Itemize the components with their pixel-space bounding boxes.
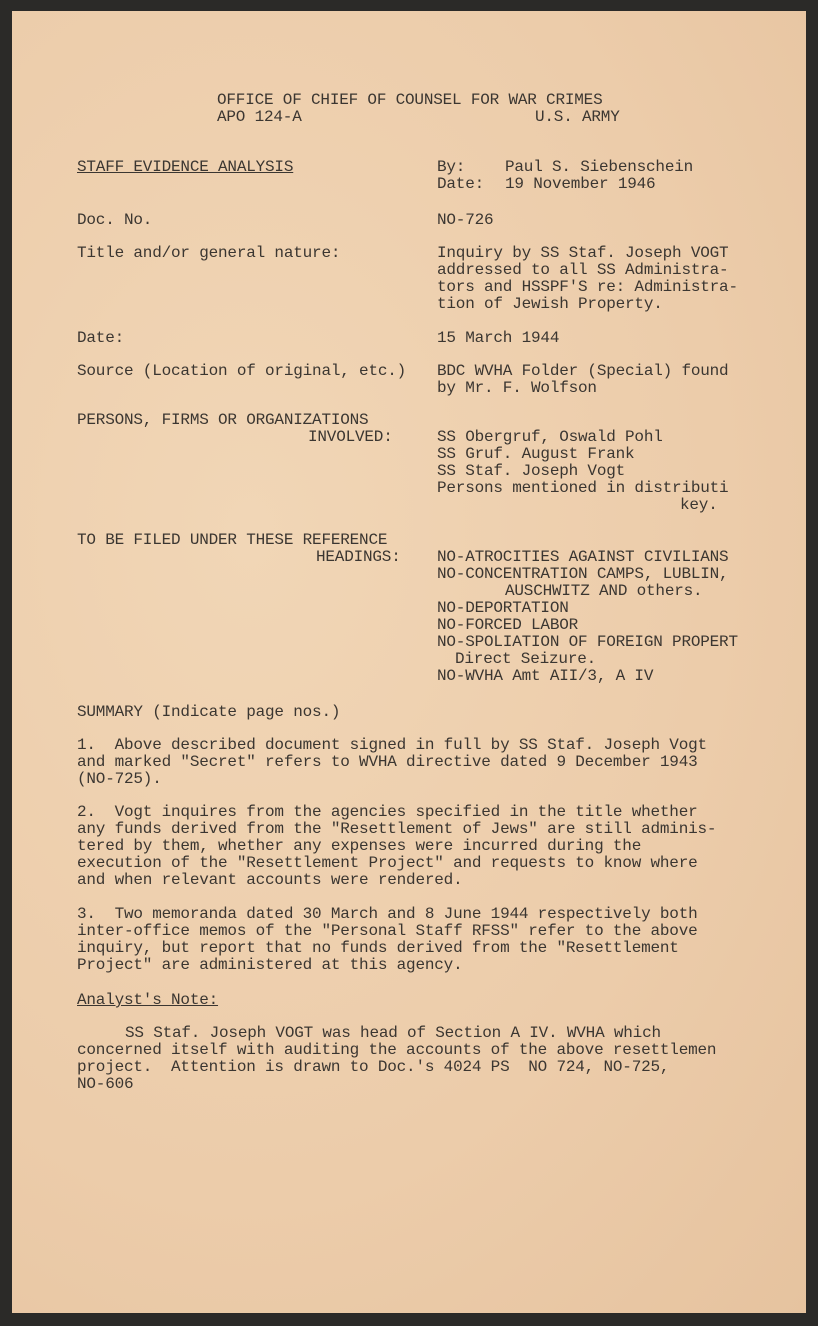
analyst-note-label: Analyst's Note: — [77, 991, 219, 1009]
summary-line: 2. Vogt inquires from the agencies specified in the title whether — [77, 803, 698, 821]
persons-label-2: INVOLVED: — [308, 428, 393, 446]
date-label: Date: — [77, 329, 125, 347]
note-line: SS Staf. Joseph VOGT was head of Section A IV. WVHA which — [125, 1024, 661, 1042]
header-apo: APO 124-A — [217, 108, 302, 126]
heading-item: Direct Seizure. — [455, 650, 597, 668]
summary-label: SUMMARY (Indicate page nos.) — [77, 703, 341, 721]
person-item: SS Obergruf, Oswald Pohl — [437, 428, 663, 446]
summary-line: tered by them, whether any expenses were incurred during the — [77, 837, 642, 855]
summary-line: execution of the "Resettlement Project" and requests to know where — [77, 854, 698, 872]
title-line: addressed to all SS Administra- — [437, 261, 729, 279]
person-item: key. — [680, 496, 718, 514]
title-line: Inquiry by SS Staf. Joseph VOGT — [437, 244, 729, 262]
note-line: project. Attention is drawn to Doc.'s 4024 PS NO 724, NO-725, — [77, 1058, 670, 1076]
summary-line: any funds derived from the "Resettlement of Jews" are still adminis- — [77, 820, 717, 838]
header-office: OFFICE OF CHIEF OF COUNSEL FOR WAR CRIMES — [217, 91, 603, 109]
heading-item: NO-FORCED LABOR — [437, 616, 579, 634]
by-value: Paul S. Siebenschein — [505, 158, 694, 176]
source-line: by Mr. F. Wolfson — [437, 379, 597, 397]
headings-label: TO BE FILED UNDER THESE REFERENCE — [77, 531, 388, 549]
source-line: BDC WVHA Folder (Special) found — [437, 362, 729, 380]
summary-line: (NO-725). — [77, 770, 162, 788]
heading-item: NO-SPOLIATION OF FOREIGN PROPERT — [437, 633, 738, 651]
summary-line: 3. Two memoranda dated 30 March and 8 June 1944 respectively both — [77, 905, 698, 923]
heading-item: NO-CONCENTRATION CAMPS, LUBLIN, — [437, 565, 729, 583]
note-line: concerned itself with auditing the accounts of the above resettlemen — [77, 1041, 717, 1059]
person-item: Persons mentioned in distributi — [437, 479, 729, 497]
title-line: tion of Jewish Property. — [437, 295, 663, 313]
summary-line: Project" are administered at this agency. — [77, 956, 463, 974]
summary-line: inquiry, but report that no funds derived from the "Resettlement — [77, 939, 679, 957]
headings-label-2: HEADINGS: — [316, 548, 401, 566]
document-page — [12, 11, 806, 1313]
heading-item: NO-DEPORTATION — [437, 599, 569, 617]
summary-line: 1. Above described document signed in full by SS Staf. Joseph Vogt — [77, 736, 707, 754]
summary-line: and when relevant accounts were rendered. — [77, 871, 463, 889]
persons-label: PERSONS, FIRMS OR ORGANIZATIONS — [77, 411, 369, 429]
summary-line: inter-office memos of the "Personal Staff RFSS" refer to the above — [77, 922, 698, 940]
heading-item: NO-WVHA Amt AII/3, A IV — [437, 667, 654, 685]
doc-no-label: Doc. No. — [77, 211, 153, 229]
by-label: By: — [437, 158, 466, 176]
title-line: tors and HSSPF'S re: Administra- — [437, 278, 738, 296]
summary-line: and marked "Secret" refers to WVHA directive dated 9 December 1943 — [77, 753, 698, 771]
person-item: SS Staf. Joseph Vogt — [437, 462, 626, 480]
analysis-date-label: Date: — [437, 175, 485, 193]
person-item: SS Gruf. August Frank — [437, 445, 635, 463]
note-line: NO-606 — [77, 1075, 134, 1093]
date-value: 15 March 1944 — [437, 329, 560, 347]
header-army: U.S. ARMY — [535, 108, 620, 126]
heading-item: NO-ATROCITIES AGAINST CIVILIANS — [437, 548, 729, 566]
document-title: STAFF EVIDENCE ANALYSIS — [77, 158, 294, 176]
doc-no-value: NO-726 — [437, 211, 494, 229]
source-label: Source (Location of original, etc.) — [77, 362, 407, 380]
title-label: Title and/or general nature: — [77, 244, 341, 262]
analysis-date-value: 19 November 1946 — [505, 175, 656, 193]
heading-item: AUSCHWITZ AND others. — [505, 582, 703, 600]
